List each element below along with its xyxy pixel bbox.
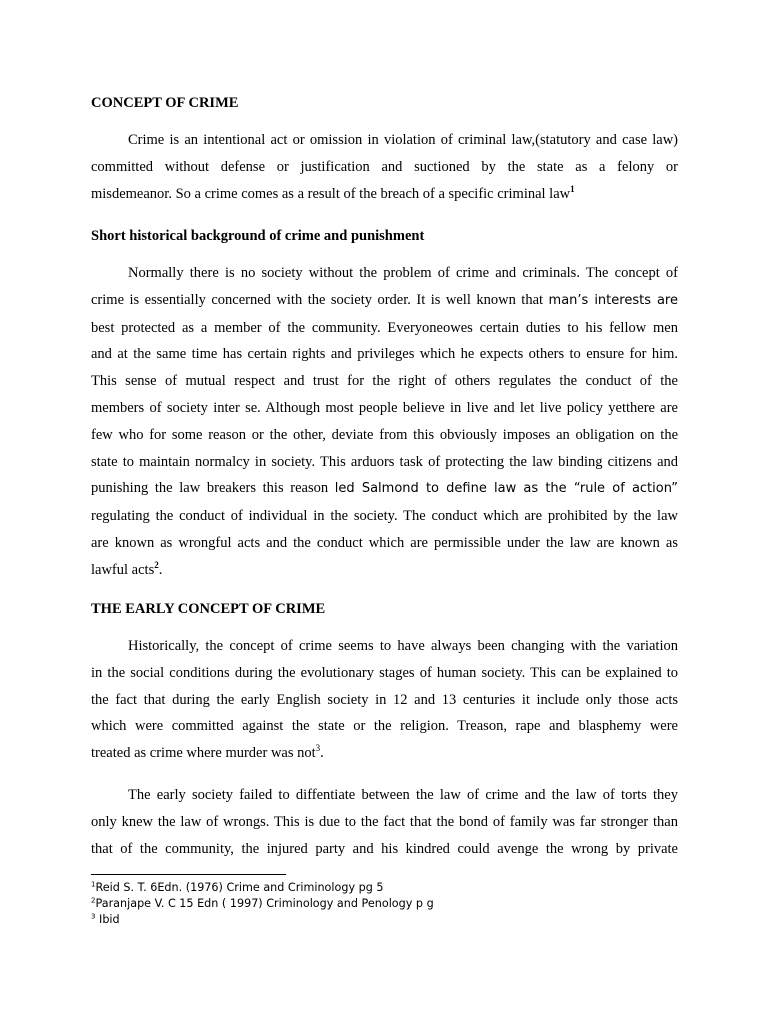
text-line: the fact that during the early English society in 12 and 13 centuries it include only those acts: [91, 691, 678, 708]
footnote-3: [91, 912, 434, 928]
text-line: [91, 287, 678, 315]
paragraph-early-society: [91, 782, 678, 862]
footnote-ref-1: 1: [570, 183, 575, 194]
text-line: are known as wrongful acts and the conduct which are permissible under the law are known as: [91, 534, 678, 551]
text-line: The early society failed to diffentiate between the law of crime and the law of torts they: [128, 787, 678, 803]
text-line: Historically, the concept of crime seems to have always been changing with the variation: [128, 638, 678, 654]
footnote-text: Ibid: [95, 913, 120, 926]
footnote-ref-2: 2: [154, 559, 159, 570]
text-segment: punishing the law breakers this reason: [91, 480, 335, 497]
text-segment: .: [320, 745, 324, 762]
footnote-text: Reid S. T. 6Edn. (1976) Crime and Criminology pg 5: [95, 881, 384, 894]
text-line: that of the community, the injured party and his kindred could avenge the wrong by private: [91, 840, 678, 857]
footnotes: [91, 880, 434, 928]
footnote-text: Paranjape V. C 15 Edn ( 1997) Criminology and Penology p g: [95, 897, 434, 910]
paragraph-crime-definition: [91, 127, 678, 207]
text-segment: .: [158, 561, 163, 578]
text-line: few who for some reason or the other, deviate from this obviously imposes an obligation on the: [91, 426, 678, 443]
footnote-number: 3: [91, 912, 96, 921]
text-line: [91, 557, 678, 584]
text-segment: lawful acts: [91, 561, 155, 578]
footnote-1: [91, 880, 434, 896]
footnote-ref-3: 3: [315, 743, 321, 754]
text-line: members of society inter se. Although most people believe in live and let live policy yetthere are: [91, 399, 678, 416]
text-segment: misdemeanor. So a crime comes as a result of the breach of a specific criminal law: [91, 185, 571, 202]
text-segment: led Salmond to define law as the “rule of action”: [334, 481, 678, 497]
text-line: committed without defense or justification and suctioned by the state as a felony or: [91, 158, 678, 175]
footnote-divider: [91, 874, 286, 875]
text-line: only knew the law of wrongs. This is due to the fact that the bond of family was far stronger than: [91, 813, 678, 830]
text-line: [91, 740, 678, 767]
text-line: [91, 475, 678, 503]
footnote-number: 2: [91, 896, 96, 905]
text-line: which were committed against the state or the religion. Treason, rape and blasphemy were: [91, 718, 678, 735]
text-line: in the social conditions during the evolutionary stages of human society. This can be explained to: [91, 664, 678, 681]
text-segment: crime is essentially concerned with the society order. It is well known that: [91, 291, 549, 308]
text-line: Normally there is no society without the problem of crime and criminals. The concept of: [128, 265, 678, 281]
text-line: [91, 181, 678, 208]
text-line: best protected as a member of the community. Everyoneowes certain duties to his fellow men: [91, 319, 678, 336]
text-segment: man’s interests are: [548, 292, 678, 308]
footnote-2: [91, 896, 434, 912]
paragraph-early-concept: [91, 633, 678, 767]
text-line: Crime is an intentional act or omission in violation of criminal law,(statutory and case law): [128, 132, 678, 148]
paragraph-historical-background: [91, 260, 678, 584]
text-segment: treated as crime where murder was not: [91, 745, 316, 762]
text-line: and at the same time has certain rights and privileges which he expects others to ensure for him.: [91, 346, 678, 363]
text-line: regulating the conduct of individual in the society. The conduct which are prohibited by the law: [91, 508, 678, 525]
text-line: state to maintain normalcy in society. This arduors task of protecting the law binding citizens and: [91, 453, 678, 470]
heading-early-concept: THE EARLY CONCEPT OF CRIME: [91, 601, 326, 617]
footnote-number: 1: [91, 880, 96, 889]
heading-historical-background: Short historical background of crime and punishment: [91, 228, 425, 244]
text-line: This sense of mutual respect and trust for the right of others regulates the conduct of the: [91, 373, 678, 390]
heading-concept-of-crime: CONCEPT OF CRIME: [91, 95, 239, 111]
